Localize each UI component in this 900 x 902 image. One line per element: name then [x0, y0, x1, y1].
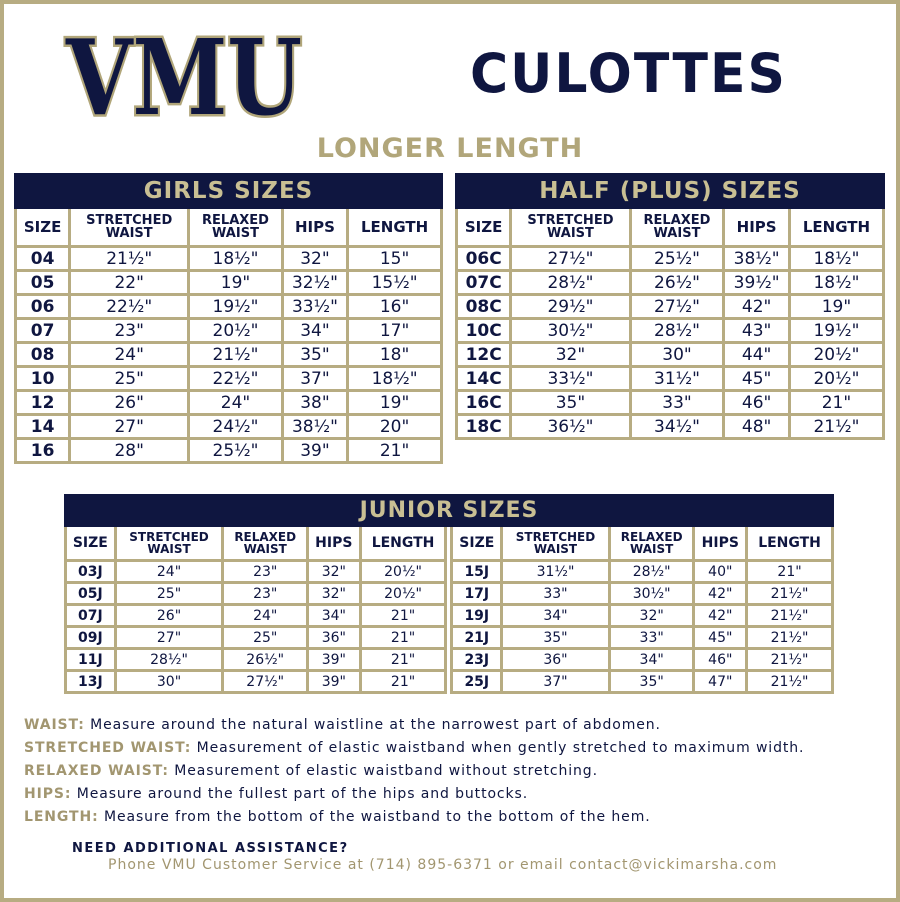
measurement-cell: 31½"	[630, 367, 724, 391]
measurement-cell: 28½"	[511, 271, 630, 295]
plus-table-title: HALF (PLUS) SIZES	[457, 175, 884, 208]
measurement-cell: 23"	[70, 319, 189, 343]
svg-text:VMU: VMU	[65, 16, 303, 139]
table-row	[16, 271, 442, 295]
size-cell: 05	[16, 271, 70, 295]
size-cell: 14	[16, 415, 70, 439]
measurement-cell: 32½"	[282, 271, 347, 295]
measurement-cell: 24"	[189, 391, 282, 415]
measurement-cell: 38"	[282, 391, 347, 415]
measurement-cell: 46"	[694, 649, 747, 671]
table-row	[457, 271, 884, 295]
measurement-cell: 43"	[724, 319, 790, 343]
measurement-cell: 15½"	[348, 271, 442, 295]
table-row	[457, 295, 884, 319]
measurement-cell: 18"	[348, 343, 442, 367]
measurement-cell: 32"	[308, 583, 361, 605]
col-relaxed-waist: RELAXED WAIST	[189, 208, 282, 247]
measurement-cell: 32"	[609, 605, 694, 627]
table-row	[66, 583, 833, 605]
junior-size-table	[64, 494, 834, 694]
table-row	[16, 319, 442, 343]
measurement-cell: 18½"	[189, 247, 282, 271]
measurement-cell: 18½"	[789, 271, 883, 295]
measurement-cell: 29½"	[511, 295, 630, 319]
measurement-cell: 39"	[282, 439, 347, 463]
plus-size-table	[455, 173, 885, 440]
col-size: SIZE	[16, 208, 70, 247]
measurement-cell: 42"	[724, 295, 790, 319]
measurement-cell: 27½"	[630, 295, 724, 319]
measurement-cell: 36"	[502, 649, 610, 671]
measurement-cell: 35"	[511, 391, 630, 415]
measurement-cell: 36½"	[511, 415, 630, 439]
measurement-cell: 25"	[70, 367, 189, 391]
measurement-cell: 47"	[694, 671, 747, 693]
measurement-cell: 40"	[694, 561, 747, 583]
measurement-cell: 15"	[348, 247, 442, 271]
measurement-cell: 20½"	[789, 343, 883, 367]
measurement-cell: 24"	[115, 561, 223, 583]
col-hips: HIPS	[724, 208, 790, 247]
measurement-cell: 35"	[502, 627, 610, 649]
size-cell: 06	[16, 295, 70, 319]
size-cell: 10C	[457, 319, 511, 343]
measurement-cell: 34"	[609, 649, 694, 671]
size-cell: 12C	[457, 343, 511, 367]
measurement-cell: 21"	[747, 561, 833, 583]
size-cell: 08	[16, 343, 70, 367]
contact-info: Phone VMU Customer Service at (714) 895-6371 or email contact@vickimarsha.com	[108, 857, 778, 873]
measurement-cell: 22"	[70, 271, 189, 295]
col-size: SIZE	[452, 526, 502, 561]
measurement-cell: 20½"	[360, 583, 446, 605]
measurement-cell: 26"	[115, 605, 223, 627]
measurement-cell: 22½"	[70, 295, 189, 319]
measurement-cell: 25½"	[189, 439, 282, 463]
measurement-cell: 34½"	[630, 415, 724, 439]
size-cell: 11J	[66, 649, 116, 671]
size-cell: 06C	[457, 247, 511, 271]
col-hips: HIPS	[308, 526, 361, 561]
measurement-cell: 24"	[223, 605, 308, 627]
measurement-cell: 19"	[348, 391, 442, 415]
measurement-cell: 39"	[308, 671, 361, 693]
measurement-cell: 33"	[609, 627, 694, 649]
measurement-cell: 34"	[502, 605, 610, 627]
measurement-cell: 39"	[308, 649, 361, 671]
measurement-cell: 21"	[360, 649, 446, 671]
measurement-cell: 21½"	[189, 343, 282, 367]
size-cell: 18C	[457, 415, 511, 439]
size-cell: 16	[16, 439, 70, 463]
col-length: LENGTH	[747, 526, 833, 561]
table-row	[457, 367, 884, 391]
size-cell: 25J	[452, 671, 502, 693]
measurement-cell: 25"	[115, 583, 223, 605]
size-cell: 07	[16, 319, 70, 343]
note-item: RELAXED WAIST: Measurement of elastic waistband without stretching.	[24, 763, 598, 779]
measurement-cell: 45"	[724, 367, 790, 391]
measurement-cell: 38½"	[282, 415, 347, 439]
measurement-cell: 30½"	[511, 319, 630, 343]
measurement-cell: 34"	[308, 605, 361, 627]
measurement-cell: 26½"	[223, 649, 308, 671]
measurement-cell: 26½"	[630, 271, 724, 295]
measurement-cell: 32"	[282, 247, 347, 271]
measurement-cell: 25½"	[630, 247, 724, 271]
table-row	[457, 415, 884, 439]
table-row	[66, 671, 833, 693]
measurement-cell: 35"	[282, 343, 347, 367]
table-row	[66, 605, 833, 627]
measurement-cell: 45"	[694, 627, 747, 649]
measurement-cell: 30"	[630, 343, 724, 367]
size-cell: 14C	[457, 367, 511, 391]
measurement-cell: 30"	[115, 671, 223, 693]
measurement-cell: 21"	[360, 605, 446, 627]
measurement-cell: 42"	[694, 605, 747, 627]
col-relaxed-waist: RELAXED WAIST	[630, 208, 724, 247]
note-item: HIPS: Measure around the fullest part of the hips and buttocks.	[24, 786, 529, 802]
col-length: LENGTH	[348, 208, 442, 247]
measurement-cell: 37"	[282, 367, 347, 391]
measurement-cell: 28½"	[115, 649, 223, 671]
measurement-cell: 44"	[724, 343, 790, 367]
measurement-cell: 32"	[511, 343, 630, 367]
measurement-cell: 23"	[223, 583, 308, 605]
measurement-cell: 36"	[308, 627, 361, 649]
page-subtitle: LONGER LENGTH	[316, 133, 584, 164]
note-item: STRETCHED WAIST: Measurement of elastic waistband when gently stretched to maximum width.	[24, 740, 805, 756]
col-length: LENGTH	[789, 208, 883, 247]
measurement-cell: 48"	[724, 415, 790, 439]
table-row	[66, 649, 833, 671]
col-relaxed-waist: RELAXED WAIST	[223, 526, 308, 561]
note-item: WAIST: Measure around the natural waistline at the narrowest part of abdomen.	[24, 717, 661, 733]
measurement-cell: 18½"	[789, 247, 883, 271]
measurement-cell: 30½"	[609, 583, 694, 605]
size-cell: 15J	[452, 561, 502, 583]
measurement-cell: 27"	[115, 627, 223, 649]
measurement-cell: 20"	[348, 415, 442, 439]
measurement-cell: 19"	[789, 295, 883, 319]
junior-table-title: JUNIOR SIZES	[66, 496, 833, 526]
col-length: LENGTH	[360, 526, 446, 561]
measurement-cell: 27"	[70, 415, 189, 439]
measurement-cell: 20½"	[360, 561, 446, 583]
girls-table-title: GIRLS SIZES	[16, 175, 442, 208]
note-item: LENGTH: Measure from the bottom of the waistband to the bottom of the hem.	[24, 809, 651, 825]
vmu-logo	[62, 16, 307, 139]
table-row	[16, 343, 442, 367]
size-cell: 13J	[66, 671, 116, 693]
measurement-cell: 27½"	[511, 247, 630, 271]
measurement-notes	[24, 714, 894, 829]
table-row	[457, 247, 884, 271]
measurement-cell: 35"	[609, 671, 694, 693]
measurement-cell: 28½"	[609, 561, 694, 583]
measurement-cell: 42"	[694, 583, 747, 605]
col-stretched-waist: STRETCHED WAIST	[70, 208, 189, 247]
assistance-heading: NEED ADDITIONAL ASSISTANCE?	[72, 841, 349, 856]
table-row	[16, 415, 442, 439]
measurement-cell: 28½"	[630, 319, 724, 343]
measurement-cell: 28"	[70, 439, 189, 463]
size-cell: 07C	[457, 271, 511, 295]
page-title: CULOTTES	[470, 42, 787, 106]
size-cell: 03J	[66, 561, 116, 583]
col-size: SIZE	[66, 526, 116, 561]
measurement-cell: 23"	[223, 561, 308, 583]
measurement-cell: 18½"	[348, 367, 442, 391]
measurement-cell: 32"	[308, 561, 361, 583]
table-row	[16, 391, 442, 415]
table-row	[66, 561, 833, 583]
measurement-cell: 21½"	[747, 583, 833, 605]
size-cell: 09J	[66, 627, 116, 649]
table-row	[457, 391, 884, 415]
measurement-cell: 34"	[282, 319, 347, 343]
measurement-cell: 33½"	[511, 367, 630, 391]
size-cell: 08C	[457, 295, 511, 319]
col-hips: HIPS	[694, 526, 747, 561]
table-row	[16, 295, 442, 319]
col-hips: HIPS	[282, 208, 347, 247]
measurement-cell: 17"	[348, 319, 442, 343]
measurement-cell: 21½"	[747, 627, 833, 649]
table-row	[16, 367, 442, 391]
measurement-cell: 33"	[630, 391, 724, 415]
size-cell: 04	[16, 247, 70, 271]
measurement-cell: 33½"	[282, 295, 347, 319]
measurement-cell: 21½"	[747, 671, 833, 693]
measurement-cell: 27½"	[223, 671, 308, 693]
col-stretched-waist: STRETCHED WAIST	[502, 526, 610, 561]
measurement-cell: 37"	[502, 671, 610, 693]
col-relaxed-waist: RELAXED WAIST	[609, 526, 694, 561]
measurement-cell: 21"	[360, 627, 446, 649]
size-cell: 07J	[66, 605, 116, 627]
table-row	[66, 627, 833, 649]
col-stretched-waist: STRETCHED WAIST	[511, 208, 630, 247]
measurement-cell: 21½"	[789, 415, 883, 439]
size-cell: 23J	[452, 649, 502, 671]
size-cell: 19J	[452, 605, 502, 627]
measurement-cell: 22½"	[189, 367, 282, 391]
size-cell: 17J	[452, 583, 502, 605]
measurement-cell: 38½"	[724, 247, 790, 271]
size-cell: 12	[16, 391, 70, 415]
measurement-cell: 33"	[502, 583, 610, 605]
table-row	[457, 343, 884, 367]
table-row	[16, 439, 442, 463]
measurement-cell: 21"	[360, 671, 446, 693]
measurement-cell: 21½"	[747, 605, 833, 627]
measurement-cell: 21"	[348, 439, 442, 463]
girls-size-table	[14, 173, 443, 464]
measurement-cell: 19"	[189, 271, 282, 295]
table-row	[457, 319, 884, 343]
measurement-cell: 16"	[348, 295, 442, 319]
measurement-cell: 24½"	[189, 415, 282, 439]
measurement-cell: 24"	[70, 343, 189, 367]
measurement-cell: 26"	[70, 391, 189, 415]
col-stretched-waist: STRETCHED WAIST	[115, 526, 223, 561]
col-size: SIZE	[457, 208, 511, 247]
measurement-cell: 20½"	[789, 367, 883, 391]
size-cell: 21J	[452, 627, 502, 649]
measurement-cell: 21½"	[70, 247, 189, 271]
size-cell: 16C	[457, 391, 511, 415]
measurement-cell: 21½"	[747, 649, 833, 671]
measurement-cell: 19½"	[189, 295, 282, 319]
table-row	[16, 247, 442, 271]
measurement-cell: 20½"	[189, 319, 282, 343]
size-cell: 05J	[66, 583, 116, 605]
measurement-cell: 31½"	[502, 561, 610, 583]
measurement-cell: 46"	[724, 391, 790, 415]
measurement-cell: 19½"	[789, 319, 883, 343]
measurement-cell: 39½"	[724, 271, 790, 295]
measurement-cell: 21"	[789, 391, 883, 415]
measurement-cell: 25"	[223, 627, 308, 649]
size-cell: 10	[16, 367, 70, 391]
